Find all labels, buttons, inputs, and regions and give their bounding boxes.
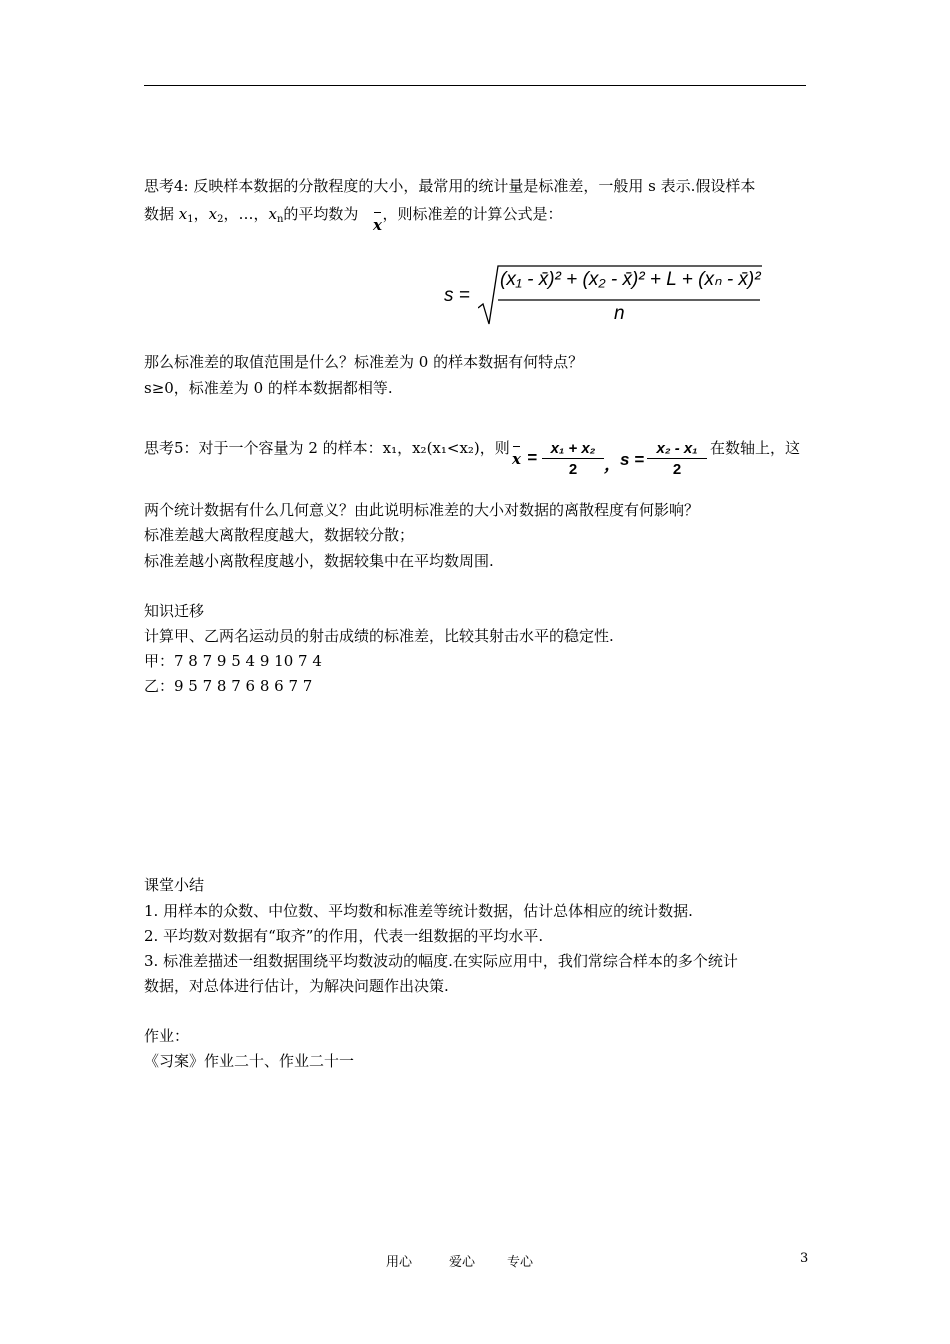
footer-motto-3: 专心 <box>507 1255 534 1270</box>
think5-xbar: x <box>512 450 521 468</box>
frac-std <box>647 440 707 478</box>
think5-line3: 标准差越大离散程度越大，数据较分散； <box>144 526 415 544</box>
transfer-heading: 知识迁移 <box>144 602 205 620</box>
think5-eq1: = <box>527 448 537 467</box>
std-dev-formula <box>444 264 764 330</box>
sub-2: 2 <box>217 214 224 225</box>
think4-line2-mid: 的平均数为 <box>283 205 359 223</box>
frac-std-den: 2 <box>672 461 682 478</box>
sub-n: n <box>276 214 284 225</box>
think5-comma: ， <box>604 455 621 474</box>
think4-line2-post: ，则标准差的计算公式是： <box>382 205 563 223</box>
summary-heading: 课堂小结 <box>144 876 205 894</box>
formula-lhs: s = <box>444 285 470 306</box>
sub-1: 1 <box>187 214 194 225</box>
think4-question: 那么标准差的取值范围是什么？标准差为 0 的样本数据有何特点？ <box>144 353 584 371</box>
think5-line4: 标准差越小离散程度越小，数据较集中在平均数周围. <box>144 552 494 570</box>
formula-numerator: (x₁ - x̄)² + (x₂ - x̄)² + L + (xₙ - x̄)² <box>500 269 761 290</box>
think5-s-lhs: s = <box>620 450 645 469</box>
transfer-task: 计算甲、乙两名运动员的射击成绩的标准差，比较其射击水平的稳定性. <box>144 627 614 645</box>
think5-line2: 两个统计数据有什么几何意义？由此说明标准差的大小对数据的离散程度有何影响？ <box>144 501 700 519</box>
scores-yi: 乙：9 5 7 8 7 6 8 6 7 7 <box>144 677 313 695</box>
think5-line1-post: 在数轴上，这 <box>710 439 801 457</box>
think4-line2: 数据 $x_1$，$x_2$，…，$x_n$的平均数为 ，则标准差的计算公式是： <box>144 205 563 225</box>
homework-content: 《习案》作业二十、作业二十一 <box>144 1052 355 1070</box>
mean-xbar: x <box>373 216 382 234</box>
footer-motto-2: 爱心 <box>449 1255 476 1270</box>
var-x1: x <box>178 205 188 223</box>
scores-jia: 甲：7 8 7 9 5 4 9 10 7 4 <box>144 652 322 670</box>
formula-denominator: n <box>614 303 625 324</box>
var-x2: x <box>208 205 218 223</box>
summary-item-3a: 3. 标准差描述一组数据围绕平均数波动的幅度.在实际应用中，我们常综合样本的多个统计 <box>144 952 738 970</box>
summary-item-2: 2. 平均数对数据有“取齐”的作用，代表一组数据的平均水平. <box>144 927 544 945</box>
think4-answer: s≥0，标准差为 0 的样本数据都相等. <box>144 379 393 397</box>
dots: ，…， <box>223 205 269 223</box>
var-xn: x <box>268 205 277 223</box>
think4-line2-pre: 数据 <box>144 205 179 223</box>
frac-mean-num: x₁ + x₂ <box>542 440 604 459</box>
header-rule <box>144 85 806 86</box>
think5-line1-pre: 思考5：对于一个容量为 2 的样本：x₁，x₂(x₁<x₂)，则 <box>144 439 510 457</box>
summary-item-1: 1. 用样本的众数、中位数、平均数和标准差等统计数据，估计总体相应的统计数据. <box>144 902 693 920</box>
page-number: 3 <box>800 1251 809 1266</box>
summary-item-3b: 数据，对总体进行估计，为解决问题作出决策. <box>144 977 449 995</box>
frac-mean-den: 2 <box>568 461 578 478</box>
think4-line1: 思考4: 反映样本数据的分散程度的大小，最常用的统计量是标准差，一般用 s 表示.假设样本 <box>144 177 756 195</box>
frac-mean <box>542 440 604 478</box>
homework-heading: 作业： <box>144 1027 190 1045</box>
frac-std-num: x₂ - x₁ <box>647 440 707 459</box>
footer-motto-1: 用心 <box>386 1255 413 1270</box>
